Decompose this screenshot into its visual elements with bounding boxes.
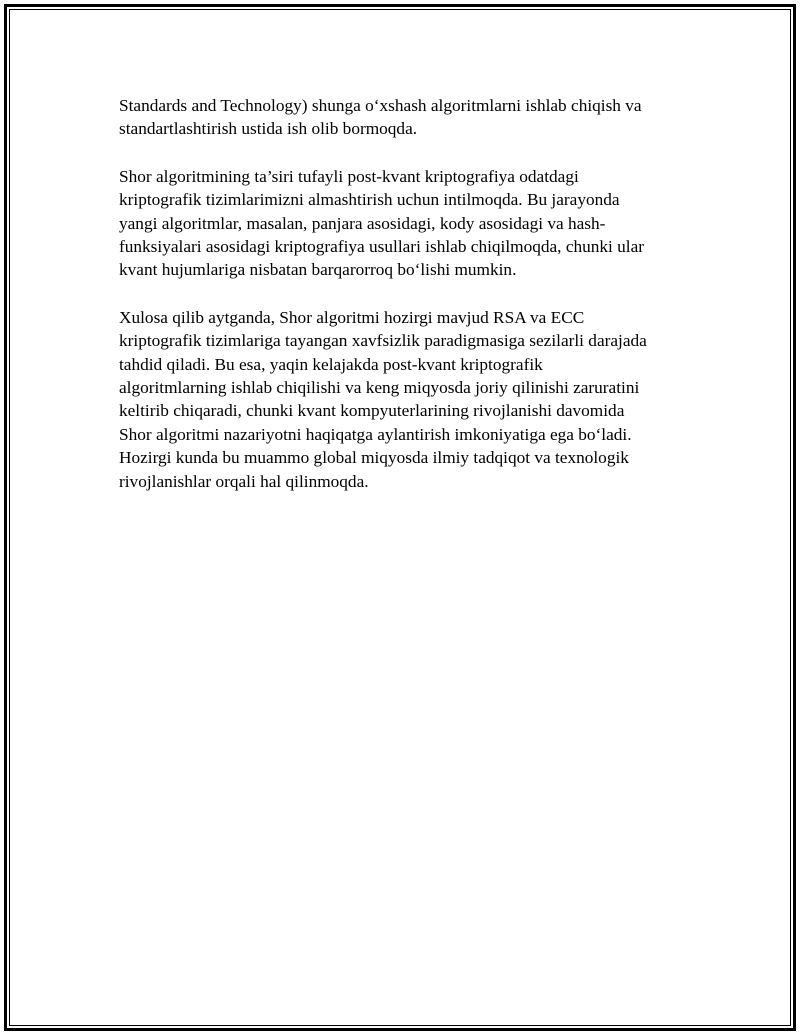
paragraph-post-quantum: Shor algoritmining ta’siri tufayli post-kvant kriptografiya odatdagi kriptografik tizimlarimizni almashtirish uchun intilmoqda. Bu jarayonda yangi algoritmlar, masalan, panjara asosidagi, kody asosidagi va hash- funksiyalari asosidagi kriptografiya usullari ishlab chiqilmoqda, chunki ular kvant hujumlariga nisbatan barqarorroq bo‘lishi mumkin. — [119, 166, 645, 280]
paragraph-standards: Standards and Technology) shunga o‘xshash algoritmlarni ishlab chiqish va standartlashtirish ustida ish olib bormoqda. — [119, 96, 642, 139]
paragraph-conclusion: Xulosa qilib aytganda, Shor algoritmi hozirgi mavjud RSA va ECC kriptografik tizimlariga tayangan xavfsizlik paradigmasiga sezilarli darajada tahdid qiladi. Bu esa, yaqin kelajakda post-kvant kriptografik algoritmlarning ishlab chiqilishi va keng miqyosda joriy qilinishi zaruratini keltirib chiqaradi, chunki kvant kompyuterlarining rivojlanishi davomida Shor algoritmi nazariyotni haqiqatga aylantirish imkoniyatiga ega bo‘ladi. Hozirgi kunda bu muammo global miqyosda ilmiy tadqiqot va texnologik rivojlanishlar orqali hal qilinmoqda. — [119, 307, 647, 491]
document-body — [119, 94, 699, 517]
